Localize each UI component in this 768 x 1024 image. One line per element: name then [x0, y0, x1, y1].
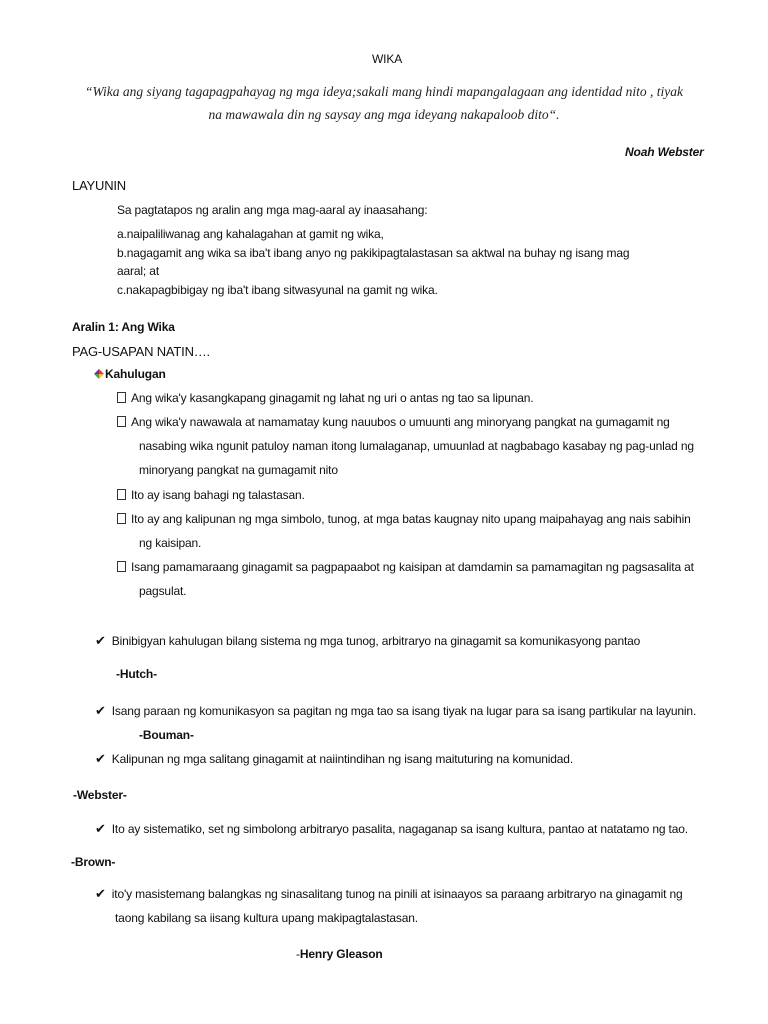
definition-item	[95, 822, 688, 837]
layunin-item: aaral; at	[117, 264, 160, 278]
definition-text: Ito ay sistematiko, set ng simbolong arbitraryo pasalita, nagaganap sa isang kultura, pantao at natatamo ng tao.	[111, 822, 688, 836]
definition-author-line	[296, 947, 383, 961]
bullet-continuation: pagsulat.	[139, 584, 187, 598]
bullet-text: Ito ay ang kalipunan ng mga simbolo, tunog, at mga batas kaugnay nito upang maipahayag ang nais sabihin	[131, 512, 691, 526]
kahulugan-bullet	[117, 415, 670, 429]
bullet-text: Isang pamamaraang ginagamit sa pagpapaabot ng kaisipan at damdamin sa pamamagitan ng pagsasalita at	[131, 560, 694, 574]
aralin-subheading: PAG-USAPAN NATIN….	[72, 344, 210, 359]
bullet-continuation: minoryang pangkat na gumagamit nito	[139, 463, 338, 477]
multicolor-diamond-icon	[94, 369, 104, 379]
kahulugan-bullet	[117, 512, 691, 526]
definition-continuation: taong kabilang sa iisang kultura upang makipagtalastasan.	[115, 911, 418, 925]
bullet-continuation: nasabing wika ngunit patuloy naman itong lumalaganap, umuunlad at nagbabago kasabay ng pag-unlad ng	[139, 439, 694, 453]
definition-text: Kalipunan ng mga salitang ginagamit at naiintindihan ng isang maituturing na komunidad.	[111, 752, 574, 766]
definition-author: -Bouman-	[139, 728, 194, 742]
kahulugan-heading	[94, 367, 166, 381]
empty-box-icon	[117, 392, 126, 403]
definition-item	[95, 704, 696, 719]
definition-text: Binibigyan kahulugan bilang sistema ng mga tunog, arbitraryo na ginagamit sa komunikasyong pantao	[111, 634, 641, 648]
definition-text: Isang paraan ng komunikasyon sa pagitan ng mga tao sa isang tiyak na lugar para sa isang partikular na layunin.	[111, 704, 697, 718]
quote-author: Noah Webster	[625, 145, 704, 159]
aralin-heading: Aralin 1: Ang Wika	[72, 320, 175, 334]
definition-author: -Webster-	[73, 788, 127, 802]
definition-author: -Brown-	[71, 855, 116, 869]
layunin-item: a.naipaliliwanag ang kahalagahan at gamit ng wika,	[117, 227, 384, 241]
checkmark-icon: ✔	[95, 887, 106, 902]
bullet-text: Ang wika'y nawawala at namamatay kung nauubos o umuunti ang minoryang pangkat na gumagamit ng	[131, 415, 670, 429]
quote-line-2: na mawawala din ng saysay ang mga ideyang nakapaloob dito“.	[208, 107, 560, 122]
layunin-intro: Sa pagtatapos ng aralin ang mga mag-aaral ay inaasahang:	[117, 203, 428, 217]
checkmark-icon: ✔	[95, 704, 106, 719]
kahulugan-bullet	[117, 391, 534, 405]
definition-author: -Hutch-	[116, 667, 157, 681]
empty-box-icon	[117, 489, 126, 500]
empty-box-icon	[117, 416, 126, 427]
empty-box-icon	[117, 513, 126, 524]
bullet-text: Ito ay isang bahagi ng talastasan.	[131, 488, 305, 502]
bullet-text: Ang wika'y kasangkapang ginagamit ng lahat ng uri o antas ng tao sa lipunan.	[131, 391, 534, 405]
checkmark-icon: ✔	[95, 822, 106, 837]
definition-text: ito'y masistemang balangkas ng sinasalitang tunog na pinili at isinaayos sa paraang arbitraryo na ginagamit ng	[111, 887, 683, 901]
checkmark-icon: ✔	[95, 634, 106, 649]
bullet-continuation: ng kaisipan.	[139, 536, 202, 550]
document-title: WIKA	[372, 52, 403, 66]
definition-author: Henry Gleason	[299, 947, 383, 961]
layunin-heading: LAYUNIN	[72, 178, 126, 193]
empty-box-icon	[117, 561, 126, 572]
definition-item	[95, 634, 640, 649]
kahulugan-bullet	[117, 560, 694, 574]
definition-item	[95, 887, 683, 902]
layunin-item: c.nakapagbibigay ng iba't ibang sitwasyunal na gamit ng wika.	[117, 283, 438, 297]
layunin-item: b.nagagamit ang wika sa iba't ibang anyo ng pakikipagtalastasan sa aktwal na buhay ng isang mag	[117, 246, 630, 260]
checkmark-icon: ✔	[95, 752, 106, 767]
definition-item	[95, 752, 573, 767]
quote-line-1: “Wika ang siyang tagapagpahayag ng mga ideya;sakali mang hindi mapangalagaan ang identidad nito , tiyak	[84, 84, 684, 99]
kahulugan-bullet	[117, 488, 305, 502]
kahulugan-label: Kahulugan	[105, 367, 166, 381]
author-prefix: -	[296, 947, 300, 961]
